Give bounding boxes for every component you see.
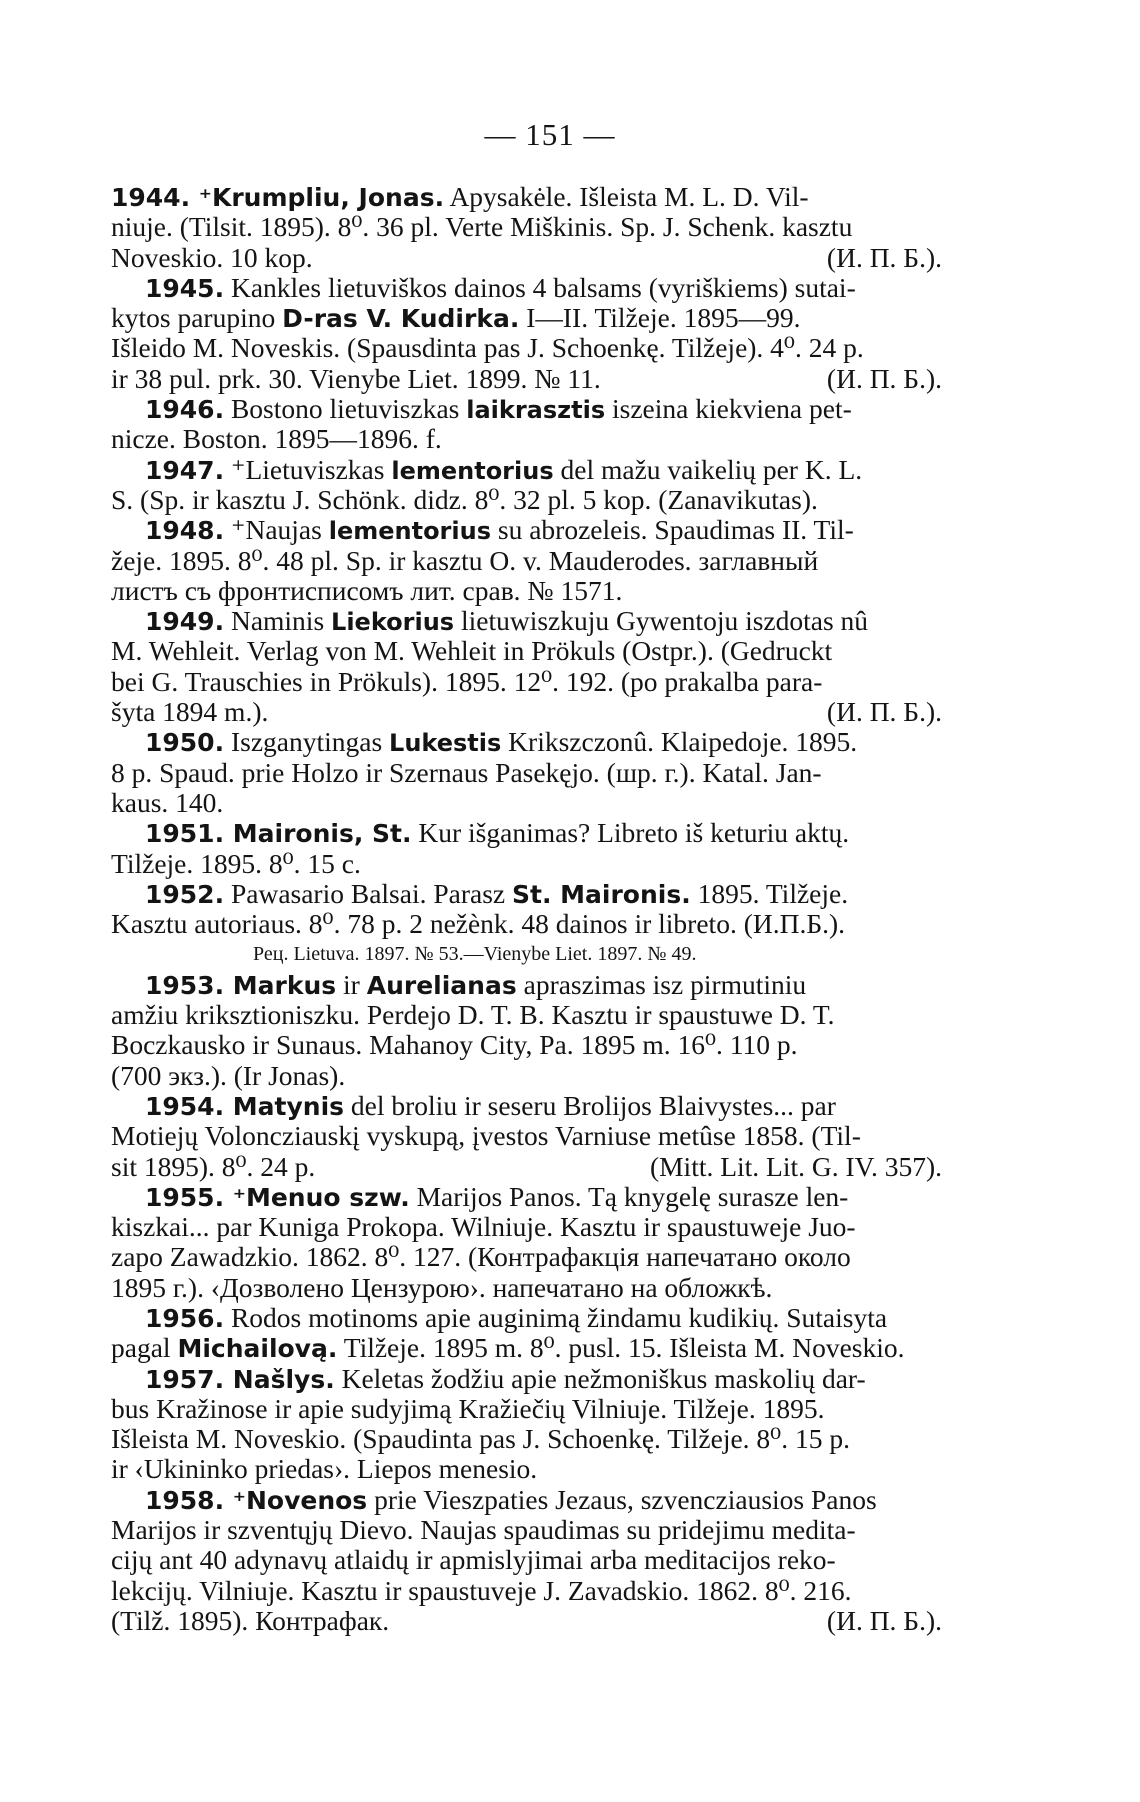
entry-number: 1948. <box>145 516 225 546</box>
entry-text: Bostono lietuviszkas <box>224 393 467 425</box>
entry-text: ir <box>336 968 367 1000</box>
entry-text: apraszimas isz pirmutiniu <box>516 968 807 1000</box>
text-line <box>111 333 942 363</box>
text-line <box>111 182 942 212</box>
text-line <box>111 1576 942 1606</box>
entry-source: (И. П. Б.). <box>826 696 942 728</box>
text-line <box>111 1606 942 1636</box>
entry-text: del mažu vaikelių per K. L. <box>553 453 863 485</box>
entry-text: (Tilž. 1895). Контрафак. <box>111 1604 390 1636</box>
text-line <box>111 1394 942 1424</box>
entry-text: pagal <box>111 1332 178 1364</box>
entry-text: 8 p. Spaud. prie Holzo ir Szernaus Pasekęjo. (шр. г.). Katal. Jan- <box>111 756 822 788</box>
text-line <box>111 636 942 666</box>
entry-text: листъ съ фронтисписомъ лит. срав. № 1571. <box>111 574 623 606</box>
text-line <box>111 1061 942 1091</box>
entry-text: Kur išganimas? Libreto iš keturiu aktų. <box>411 817 850 849</box>
text-line <box>111 303 942 333</box>
entry-source: (И. П. Б.). <box>826 241 942 273</box>
entry-keyword: lementorius <box>391 456 554 485</box>
entry-number: 1952. <box>145 879 225 909</box>
entry-text: bus Kražinose ir apie sudyjimą Kražiečių Vilniuje. Tilžeje. 1895. <box>111 1392 825 1424</box>
entry-number: 1957. <box>145 1364 225 1394</box>
entry-number: 1955. <box>145 1182 225 1212</box>
text-line <box>111 909 942 939</box>
entry-text: Keletas žodžiu apie nežmoniškus maskolių dar- <box>334 1362 866 1394</box>
entry-text: ⁺Naujas <box>224 514 329 546</box>
entry-keyword: ⁺Novenos <box>224 1485 368 1515</box>
text-line <box>111 1545 942 1575</box>
text-line <box>111 394 942 424</box>
entry-number: 1953. <box>145 970 225 1000</box>
entry-number: 1958. <box>145 1485 225 1515</box>
entry-text: Motiejų Volonczi​auskį vyskupą, įvestos Varniuse metûse 1858. (Til- <box>111 1120 861 1152</box>
text-line <box>111 1212 942 1242</box>
entry-text: ⁺Lietuviszkas <box>224 453 392 485</box>
text-line <box>111 515 942 545</box>
text-line <box>111 758 942 788</box>
text-line <box>111 1424 942 1454</box>
text-line <box>111 1303 942 1333</box>
text-line <box>111 1454 942 1484</box>
text-line <box>111 667 942 697</box>
text-line <box>111 727 942 757</box>
text-line <box>111 849 942 879</box>
text-line <box>111 485 942 515</box>
entry-text: niuje. (Tilsit. 1895). 8⁰. 36 pl. Verte Miškinis. Sp. J. Schenk. kasztu <box>111 211 853 243</box>
entry-source: (И. П. Б.). <box>826 1604 942 1636</box>
entry-text: su abrozeleis. Spaudimas II. Til- <box>491 514 854 546</box>
entry-source: (И. П. Б.). <box>826 362 942 394</box>
text-line <box>111 879 942 909</box>
text-line <box>111 697 942 727</box>
entry-text: lietuwiszkuju Gywentoju iszdotas nû <box>454 605 869 637</box>
text-line <box>111 1242 942 1272</box>
entry-number: 1945. <box>145 273 225 303</box>
entry-number: 1954. <box>145 1091 225 1121</box>
entry-text: I—II. Tilžeje. 1895—99. <box>519 302 801 334</box>
entry-text: Naminis <box>224 605 332 637</box>
entry-keyword: Liekorius <box>331 608 455 637</box>
entry-text: Apysakėle. Išleista M. L. D. Vil- <box>444 181 809 212</box>
entry-text: Iszganytingas <box>224 726 390 758</box>
text-line <box>111 212 942 242</box>
entry-number: 1950. <box>145 728 225 758</box>
entry-text: Rodos motinoms apie auginimą žindamu kudikių. Sutaisyta <box>224 1301 888 1333</box>
entry-keyword: Našlys. <box>224 1364 335 1394</box>
entry-keyword: Aurelianas <box>366 970 517 1000</box>
entry-text: Tilžeje. 1895. 8⁰. 15 с. <box>111 847 361 879</box>
entry-text: sit 1895). 8⁰. 24 p. <box>111 1150 316 1182</box>
entry-number: 1946. <box>145 395 225 425</box>
entry-keyword: ⁺Menuo szw. <box>224 1182 410 1212</box>
entry-text: 1895 г.). ‹Дозволено Цензурою›. напечатано на обложкѣ. <box>111 1271 773 1303</box>
entry-text: šyta 1894 m.). <box>111 696 269 728</box>
entry-text: Kasztu autoriaus. 8⁰. 78 p. 2 nežènk. 48 dainos ir libreto. (И.П.Б.). <box>111 908 846 940</box>
entry-author: ⁺Krumpliu, Jonas. <box>190 183 445 212</box>
page-number: — 151 — <box>484 117 616 152</box>
text-line <box>111 1000 942 1030</box>
text-line <box>111 576 942 606</box>
entry-text: S. (Sp. ir kasztu J. Schönk. didz. 8⁰. 32 pl. 5 kop. (Zanavikutas). <box>111 483 818 515</box>
entry-number: 1947. <box>145 455 225 485</box>
text-line <box>111 1182 942 1212</box>
entry-keyword: Matynis <box>224 1091 345 1121</box>
entry-author: St. Maironis. <box>511 879 691 909</box>
entry-text: kytos parupino <box>111 302 283 334</box>
text-line <box>111 1121 942 1151</box>
entry-text: cijų ant 40 adynavų atlaidų ir apmislyjimai arba meditacijos reko- <box>111 1544 836 1576</box>
text-line <box>111 818 942 848</box>
entry-text: Marijos ir szventųjų Dievo. Naujas spaudimas su pridejimu medita- <box>111 1514 856 1546</box>
entry-author: Maironis, St. <box>224 819 412 849</box>
text-line <box>111 1333 942 1363</box>
entry-text: bei G. Trauschies in Prökuls). 1895. 12⁰. 192. (po prakalba para- <box>111 665 823 697</box>
entry-text: Išleista M. Noveskio. (Spaudinta pas J. Schoenkę. Tilžeje. 8⁰. 15 p. <box>111 1423 850 1455</box>
entry-text: amžiu krikszti​oniszku. Perdejo D. T. B. Kasztu ir spaustuwe D. T. <box>111 999 835 1031</box>
entry-text: Boczkausko ir Sunaus. Mahanoy City, Pa. 1895 m. 16⁰. 110 p. <box>111 1029 798 1061</box>
text-line <box>111 1091 942 1121</box>
entry-text: Noveskio. 10 kop. <box>111 241 313 273</box>
entry-text: Kankles lietuviškos dainos 4 balsams (vyriškiems) sutai- <box>224 271 856 303</box>
entry-text: Tilžeje. 1895 m. 8⁰. pusl. 15. Išleista M. Noveskio. <box>337 1332 905 1364</box>
text-line <box>111 606 942 636</box>
entry-keyword: lementorius <box>328 517 491 546</box>
entry-number: 1951. <box>145 819 225 849</box>
entry-number: 1949. <box>145 607 225 637</box>
entry-text: zapo Zawadzkio. 1862. 8⁰. 127. (Контрафакція напечатано около <box>111 1241 851 1273</box>
text-line <box>111 1515 942 1545</box>
review-reference: Рец. Lietuva. 1897. № 53.—Vienybe Liet. 1897. № 49. <box>253 943 697 966</box>
entry-text: Pawasario Balsai. Parasz <box>224 877 512 909</box>
entry-text: iszeina kiekviena pet- <box>605 393 852 425</box>
text-line <box>111 788 942 818</box>
entry-text: 1895. Tilžeje. <box>690 877 849 909</box>
entry-keyword: laikrasztis <box>466 396 606 425</box>
entry-text: nicze. Boston. 1895—1896. f. <box>111 423 442 455</box>
entry-number: 1956. <box>145 1303 225 1333</box>
text-line <box>111 273 942 303</box>
entry-text: kiszkai... par Kuniga Prokopa. Wilniuje. Kasztu ir spaustuweje Juo- <box>111 1211 856 1243</box>
entry-text: prie Vieszpaties Jezaus, szvencziausios Panos <box>367 1483 877 1515</box>
entry-text: žeje. 1895. 8⁰. 48 pl. Sp. ir kasztu O. v. Mauderodes. заглавный <box>111 544 819 576</box>
entry-text: Krikszczonû. Klaipedoje. 1895. <box>501 726 858 758</box>
entry-text: M. Wehleit. Verlag von M. Wehleit in Prökuls (Ostpr.). (Gedruckt <box>111 635 833 667</box>
bibliography-text <box>111 182 942 1636</box>
entry-text: lekcijų. Vilniuje. Kasztu ir spaustuveje J. Zavadskio. 1862. 8⁰. 216. <box>111 1574 852 1606</box>
review-note <box>111 939 942 969</box>
entry-source: (Mitt. Lit. Lit. G. IV. 357). <box>649 1150 942 1182</box>
entry-keyword: Markus <box>224 970 337 1000</box>
entry-text: del broliu ir seseru Brolijos Blaivystes... par <box>344 1089 836 1121</box>
entry-author: D-ras V. Kudirka. <box>282 304 520 334</box>
text-line <box>111 364 942 394</box>
entry-text: Marijos Panos. Tą knygelę surasze len- <box>409 1180 849 1212</box>
entry-text: (700 экз.). (Ir Jonas). <box>111 1059 346 1091</box>
text-line <box>111 455 942 485</box>
text-line <box>111 970 942 1000</box>
text-line <box>111 424 942 454</box>
text-line <box>111 1485 942 1515</box>
entry-keyword: Lukestis <box>389 729 502 758</box>
text-line <box>111 1152 942 1182</box>
text-line <box>111 1030 942 1060</box>
entry-text: Išleido M. Noveskis. (Spausdinta pas J. Schoenkę. Tilžeje). 4⁰. 24 p. <box>111 332 864 364</box>
entry-text: kaus. 140. <box>111 786 224 818</box>
text-line <box>111 1364 942 1394</box>
text-line <box>111 243 942 273</box>
entry-text: ir 38 pul. prk. 30. Vienybe Liet. 1899. № 11. <box>111 362 601 394</box>
entry-author: Michailovą. <box>177 1334 338 1364</box>
entry-text: ir ‹Ukininko priedas›. Liepos menesio. <box>111 1453 538 1485</box>
text-line <box>111 1273 942 1303</box>
entry-number: 1944. <box>111 183 191 212</box>
text-line <box>111 546 942 576</box>
